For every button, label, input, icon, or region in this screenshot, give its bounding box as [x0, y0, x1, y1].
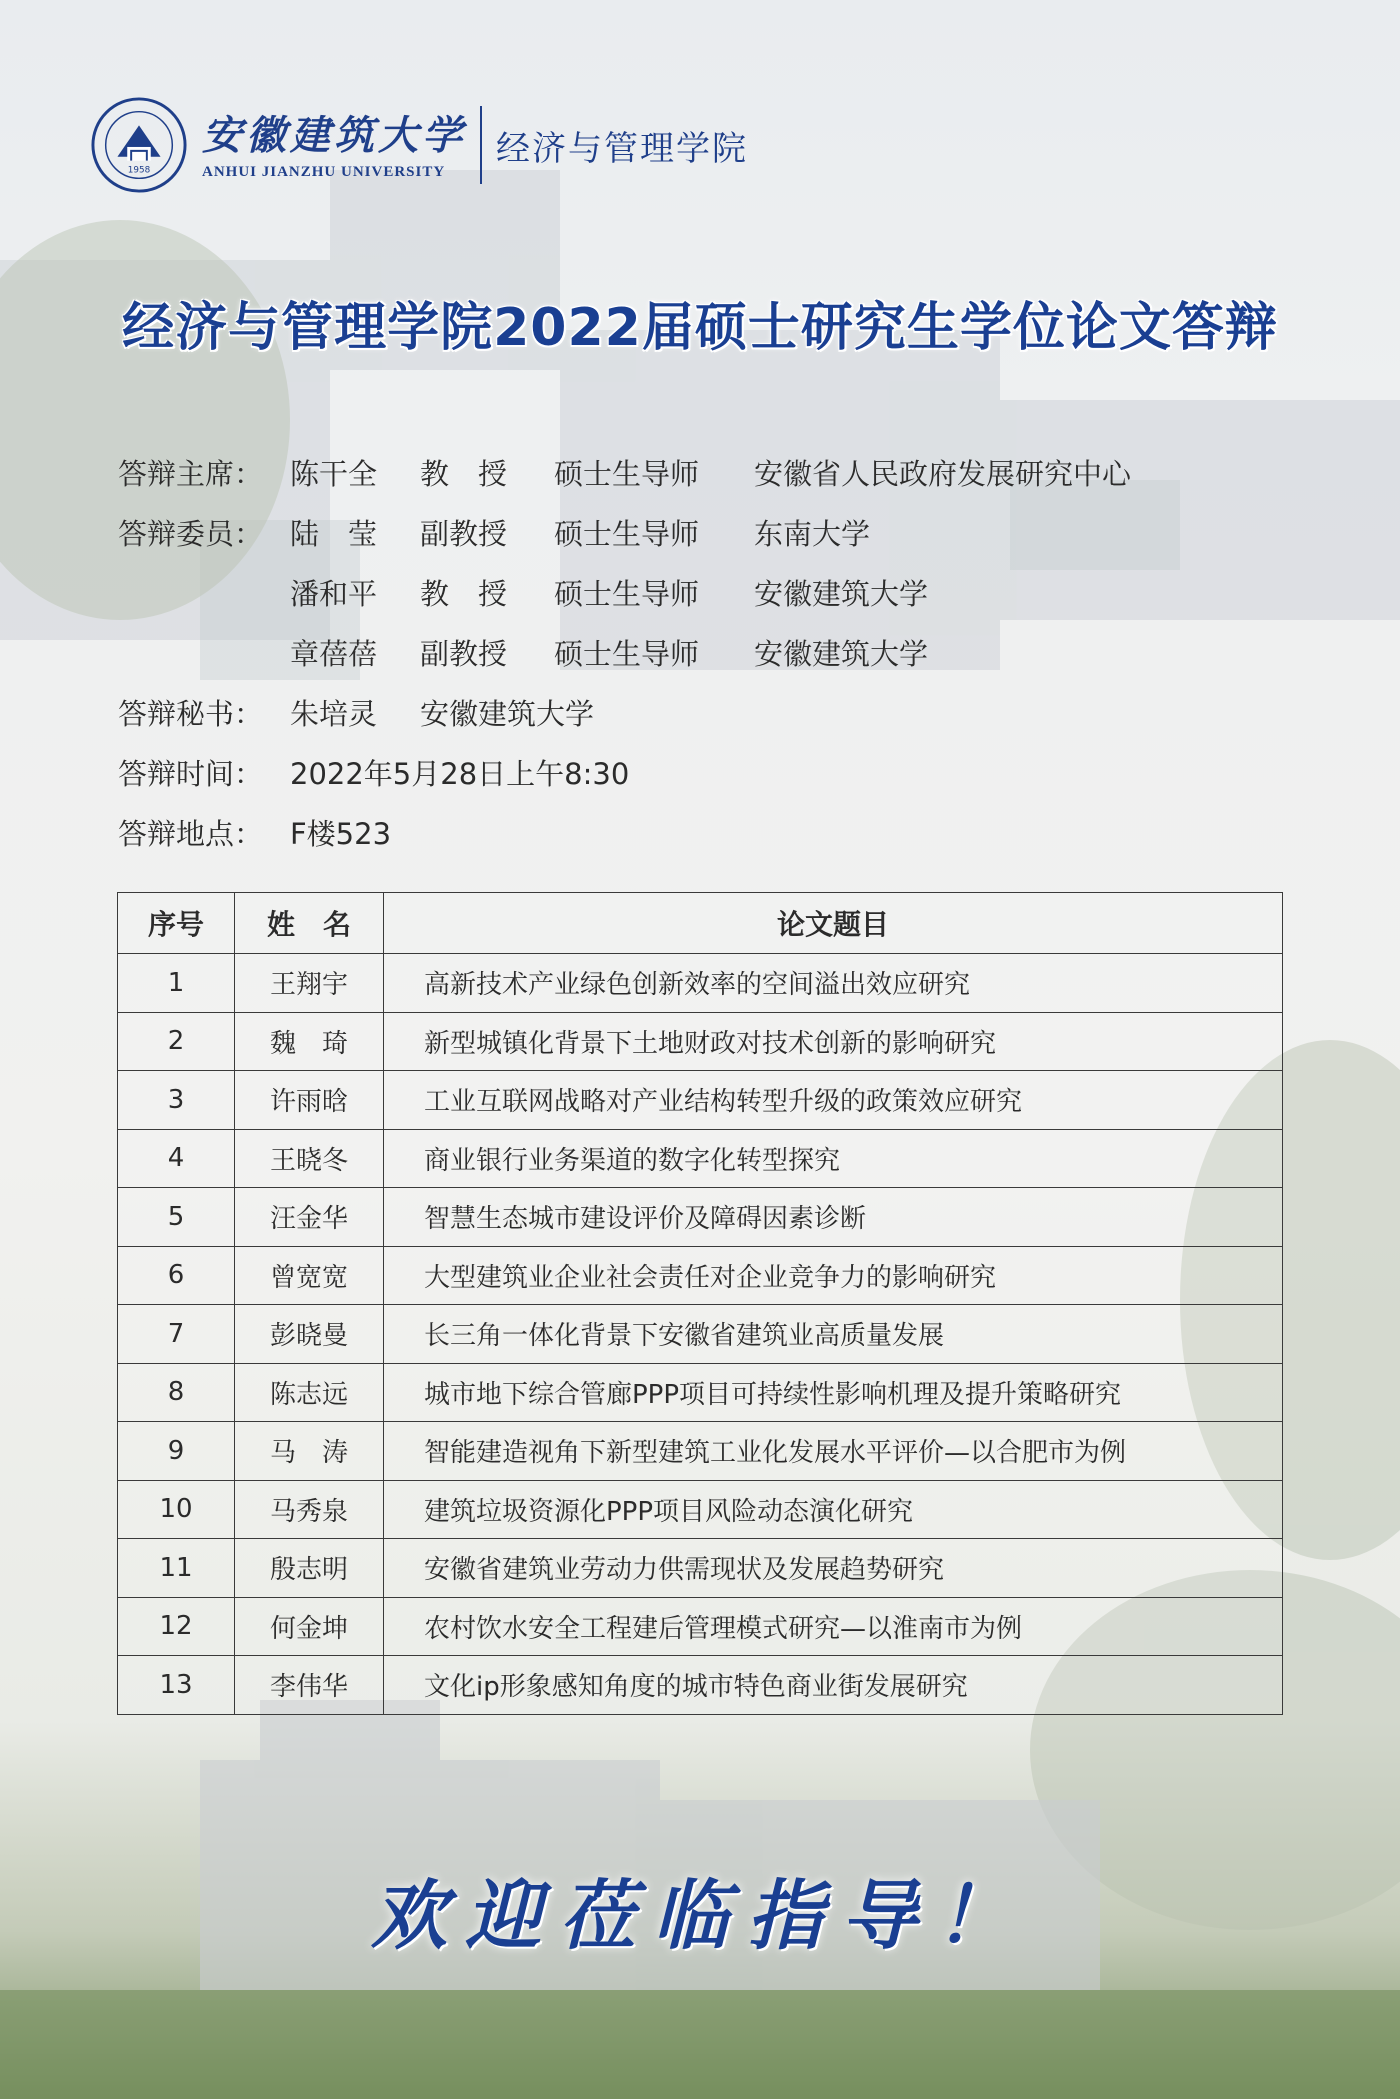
- members-label: 答辩委员：: [118, 517, 264, 551]
- table-row: [118, 1188, 1283, 1247]
- thesis-topic: 文化ip形象感知角度的城市特色商业街发展研究: [384, 1656, 1283, 1715]
- defense-place: F楼523: [290, 817, 392, 851]
- member-name: 章蓓蓓: [290, 637, 378, 671]
- chair-title: 教 授: [420, 457, 508, 491]
- logo-divider: [480, 106, 482, 184]
- member-title: 副教授: [420, 637, 508, 671]
- member-org: 安徽建筑大学: [754, 577, 929, 611]
- secretary-line: [118, 692, 1131, 752]
- table-header-row: [118, 893, 1283, 954]
- committee-info: [118, 452, 1131, 872]
- row-number: 2: [118, 1012, 235, 1071]
- thesis-topic: 智慧生态城市建设评价及障碍因素诊断: [384, 1188, 1283, 1247]
- university-seal-icon: [90, 96, 188, 194]
- member-role: 硕士生导师: [554, 637, 700, 671]
- row-number: 12: [118, 1597, 235, 1656]
- table-row: [118, 1363, 1283, 1422]
- row-number: 3: [118, 1071, 235, 1130]
- member-title: 副教授: [420, 517, 508, 551]
- welcome-slogan: 欢迎莅临指导！: [371, 1871, 1029, 1960]
- student-name: 王翔宇: [235, 954, 384, 1013]
- row-number: 13: [118, 1656, 235, 1715]
- table-row: [118, 1012, 1283, 1071]
- table-row: [118, 1656, 1283, 1715]
- table-row: [118, 1539, 1283, 1598]
- table-row: [118, 1480, 1283, 1539]
- member-role: 硕士生导师: [554, 517, 700, 551]
- seal-year: 1958: [127, 165, 151, 176]
- student-name: 马 涛: [235, 1422, 384, 1481]
- student-name: 殷志明: [235, 1539, 384, 1598]
- secretary-name: 朱培灵: [290, 697, 378, 731]
- student-name: 曾宽宽: [235, 1246, 384, 1305]
- member-org: 东南大学: [754, 517, 871, 551]
- header-no: 序号: [118, 893, 235, 954]
- student-name: 陈志远: [235, 1363, 384, 1422]
- row-number: 10: [118, 1480, 235, 1539]
- thesis-topic: 大型建筑业企业社会责任对企业竞争力的影响研究: [384, 1246, 1283, 1305]
- table-row: [118, 954, 1283, 1013]
- row-number: 9: [118, 1422, 235, 1481]
- university-name-cn: 安徽建筑大学: [202, 111, 466, 159]
- table-row: [118, 1071, 1283, 1130]
- thesis-topic: 商业银行业务渠道的数字化转型探究: [384, 1129, 1283, 1188]
- thesis-topic: 建筑垃圾资源化PPP项目风险动态演化研究: [384, 1480, 1283, 1539]
- page-title: 经济与管理学院2022届硕士研究生学位论文答辩: [122, 298, 1278, 358]
- row-number: 5: [118, 1188, 235, 1247]
- defense-time: 2022年5月28日上午8:30: [290, 757, 630, 791]
- student-name: 马秀泉: [235, 1480, 384, 1539]
- table-body: [118, 954, 1283, 1715]
- student-name: 彭晓曼: [235, 1305, 384, 1364]
- table-row: [118, 1422, 1283, 1481]
- thesis-topic: 智能建造视角下新型建筑工业化发展水平评价—以合肥市为例: [384, 1422, 1283, 1481]
- member-name: 潘和平: [290, 577, 378, 611]
- thesis-table: [117, 892, 1283, 1715]
- member-line: [118, 512, 1131, 572]
- row-number: 4: [118, 1129, 235, 1188]
- secretary-label: 答辩秘书：: [118, 697, 264, 731]
- table-row: [118, 1129, 1283, 1188]
- table-row: [118, 1246, 1283, 1305]
- chair-label: 答辩主席：: [118, 457, 264, 491]
- table-row: [118, 1305, 1283, 1364]
- member-name: 陆 莹: [290, 517, 378, 551]
- member-line: [118, 632, 1131, 692]
- member-org: 安徽建筑大学: [754, 637, 929, 671]
- thesis-topic: 高新技术产业绿色创新效率的空间溢出效应研究: [384, 954, 1283, 1013]
- student-name: 何金坤: [235, 1597, 384, 1656]
- thesis-topic: 安徽省建筑业劳动力供需现状及发展趋势研究: [384, 1539, 1283, 1598]
- chair-line: [118, 452, 1131, 512]
- student-name: 李伟华: [235, 1656, 384, 1715]
- member-role: 硕士生导师: [554, 577, 700, 611]
- thesis-topic: 工业互联网战略对产业结构转型升级的政策效应研究: [384, 1071, 1283, 1130]
- row-number: 7: [118, 1305, 235, 1364]
- table-row: [118, 1597, 1283, 1656]
- header-topic: 论文题目: [384, 893, 1283, 954]
- row-number: 11: [118, 1539, 235, 1598]
- thesis-topic: 长三角一体化背景下安徽省建筑业高质量发展: [384, 1305, 1283, 1364]
- header-logo: [90, 95, 748, 195]
- thesis-topic: 城市地下综合管廊PPP项目可持续性影响机理及提升策略研究: [384, 1363, 1283, 1422]
- member-title: 教 授: [420, 577, 508, 611]
- university-name-en: ANHUI JIANZHU UNIVERSITY: [202, 163, 446, 180]
- student-name: 许雨晗: [235, 1071, 384, 1130]
- place-label: 答辩地点：: [118, 817, 264, 851]
- time-label: 答辩时间：: [118, 757, 264, 791]
- student-name: 汪金华: [235, 1188, 384, 1247]
- chair-role: 硕士生导师: [554, 457, 700, 491]
- chair-name: 陈干全: [290, 457, 378, 491]
- row-number: 6: [118, 1246, 235, 1305]
- secretary-org: 安徽建筑大学: [420, 697, 595, 731]
- time-line: [118, 752, 1131, 812]
- member-line: [118, 572, 1131, 632]
- thesis-topic: 新型城镇化背景下土地财政对技术创新的影响研究: [384, 1012, 1283, 1071]
- header-name: 姓 名: [235, 893, 384, 954]
- college-name: 经济与管理学院: [496, 128, 748, 169]
- thesis-topic: 农村饮水安全工程建后管理模式研究—以淮南市为例: [384, 1597, 1283, 1656]
- chair-org: 安徽省人民政府发展研究中心: [754, 457, 1132, 491]
- row-number: 1: [118, 954, 235, 1013]
- student-name: 魏 琦: [235, 1012, 384, 1071]
- row-number: 8: [118, 1363, 235, 1422]
- place-line: [118, 812, 1131, 872]
- student-name: 王晓冬: [235, 1129, 384, 1188]
